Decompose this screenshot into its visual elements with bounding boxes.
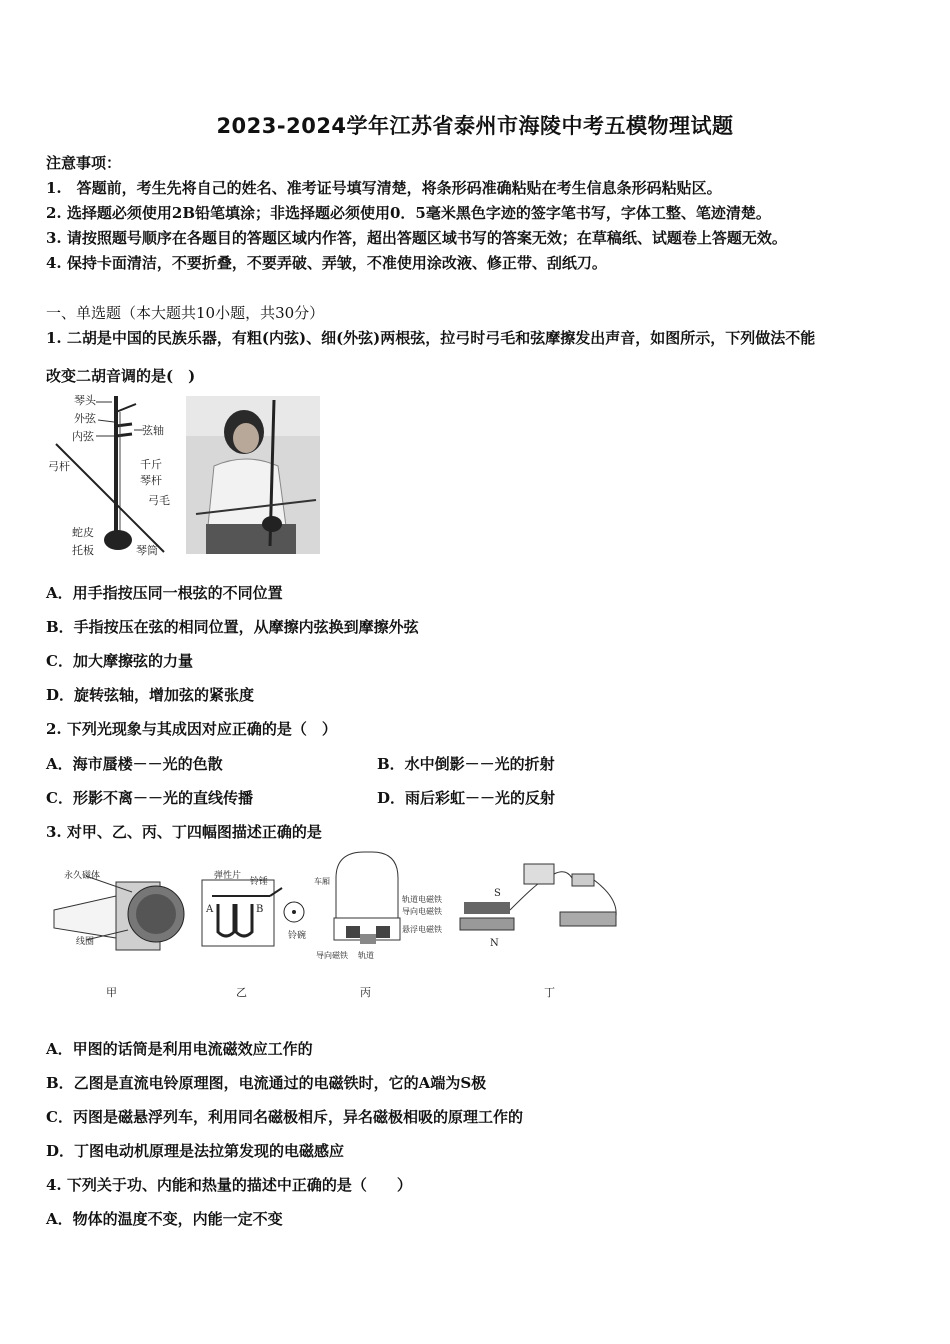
q1-stem-line2: 改变二胡音调的是( ): [46, 367, 196, 385]
label-yi-a: A: [206, 904, 214, 915]
notice-item: 2. 选择题必须使用2B铅笔填涂；非选择题必须使用0．5毫米黑色字迹的签字笔书写，字体工整、笔迹清楚。: [46, 204, 771, 222]
q2-option-b: B．水中倒影－－光的折射: [377, 755, 555, 773]
label-bing-guide-mag: 导向电磁铁: [402, 907, 442, 916]
q3-option-d: D．丁图电动机原理是法拉第发现的电磁感应: [46, 1142, 345, 1160]
label-yi-b: B: [256, 904, 264, 915]
notice-item: 4. 保持卡面清洁，不要折叠，不要弄破、弄皱，不准使用涂改液、修正带、刮纸刀。: [46, 254, 607, 272]
label-bing-car: 车厢: [314, 877, 330, 886]
erhu-player-photo: [186, 396, 320, 554]
q1-option-b: B．手指按压在弦的相同位置，从摩擦内弦换到摩擦外弦: [46, 618, 419, 636]
q1-option-d: D．旋转弦轴，增加弦的紧张度: [46, 686, 255, 704]
section-heading: 一、单选题（本大题共10小题，共30分）: [46, 304, 325, 322]
caption-ding: 丁: [544, 986, 555, 999]
q4-stem: 4. 下列关于功、内能和热量的描述中正确的是（ ）: [46, 1176, 412, 1194]
q1-option-a: A．用手指按压同一根弦的不同位置: [46, 584, 283, 602]
q3-figures: [46, 848, 626, 1008]
figure-yi: [202, 869, 306, 999]
label-jia-magnet: 永久磁体: [64, 871, 101, 881]
label-bing-rail-mag: 轨道电磁铁: [402, 895, 442, 904]
page-title: 2023-2024学年江苏省泰州市海陵中考五模物理试题: [216, 114, 734, 138]
label-shepi: 蛇皮: [72, 526, 94, 539]
q3-option-a: A．甲图的话筒是利用电流磁效应工作的: [46, 1040, 313, 1058]
label-bing-rail: 轨道: [358, 951, 374, 960]
label-bing-guide: 导向磁铁: [316, 951, 348, 960]
q1-stem-line1: 1. 二胡是中国的民族乐器，有粗(内弦)、细(外弦)两根弦，拉弓时弓毛和弦摩擦发出声音，如图所示，下列做法不能: [46, 329, 816, 347]
label-gonggan: 弓杆: [48, 460, 70, 473]
erhu-diagram: [46, 392, 180, 560]
q2-option-d: D．雨后彩虹－－光的反射: [377, 789, 556, 807]
label-waixian: 外弦: [74, 412, 96, 425]
caption-bing: 丙: [360, 986, 371, 999]
label-yi-hammer: 铃锤: [250, 877, 269, 887]
q2-stem: 2. 下列光现象与其成因对应正确的是（ ）: [46, 720, 337, 738]
label-qintou: 琴头: [74, 394, 96, 407]
q4-option-a: A．物体的温度不变，内能一定不变: [46, 1210, 283, 1228]
notice-heading: 注意事项：: [46, 154, 122, 172]
caption-jia: 甲: [106, 986, 117, 999]
label-qintong: 琴筒: [136, 544, 158, 557]
label-qingan: 琴杆: [140, 474, 162, 487]
q3-stem: 3. 对甲、乙、丙、丁四幅图描述正确的是: [46, 823, 322, 841]
label-qianjin: 千斤: [140, 458, 162, 471]
label-bing-float: 悬浮电磁铁: [402, 925, 442, 934]
caption-yi: 乙: [236, 986, 247, 999]
figure-ding: [460, 864, 616, 999]
figure-jia: [54, 869, 184, 999]
label-xianzhou: 弦轴: [142, 424, 164, 437]
label-ding-s: S: [494, 888, 501, 899]
notice-item: 1. 答题前，考生先将自己的姓名、准考证号填写清楚，将条形码准确粘贴在考生信息条形码粘贴区。: [46, 179, 722, 197]
label-ding-n: N: [490, 938, 499, 949]
label-tuoban: 托板: [72, 544, 94, 557]
figure-bing: [314, 852, 442, 999]
q3-option-b: B．乙图是直流电铃原理图，电流通过的电磁铁时，它的A端为S极: [46, 1074, 487, 1092]
label-gongmao: 弓毛: [148, 494, 170, 507]
q2-option-a: A．海市蜃楼－－光的色散: [46, 755, 223, 773]
notice-item: 3. 请按照题号顺序在各题目的答题区域内作答，超出答题区域书写的答案无效；在草稿纸、试题卷上答题无效。: [46, 229, 787, 247]
q3-option-c: C．丙图是磁悬浮列车，利用同名磁极相斥，异名磁极相吸的原理工作的: [46, 1108, 523, 1126]
label-jia-coil: 线圈: [76, 937, 95, 947]
q1-option-c: C．加大摩擦弦的力量: [46, 652, 193, 670]
label-yi-bell: 铃碗: [288, 931, 307, 941]
label-neixian: 内弦: [72, 430, 94, 443]
q2-option-c: C．形影不离－－光的直线传播: [46, 789, 253, 807]
label-yi-spring: 弹性片: [214, 871, 242, 881]
